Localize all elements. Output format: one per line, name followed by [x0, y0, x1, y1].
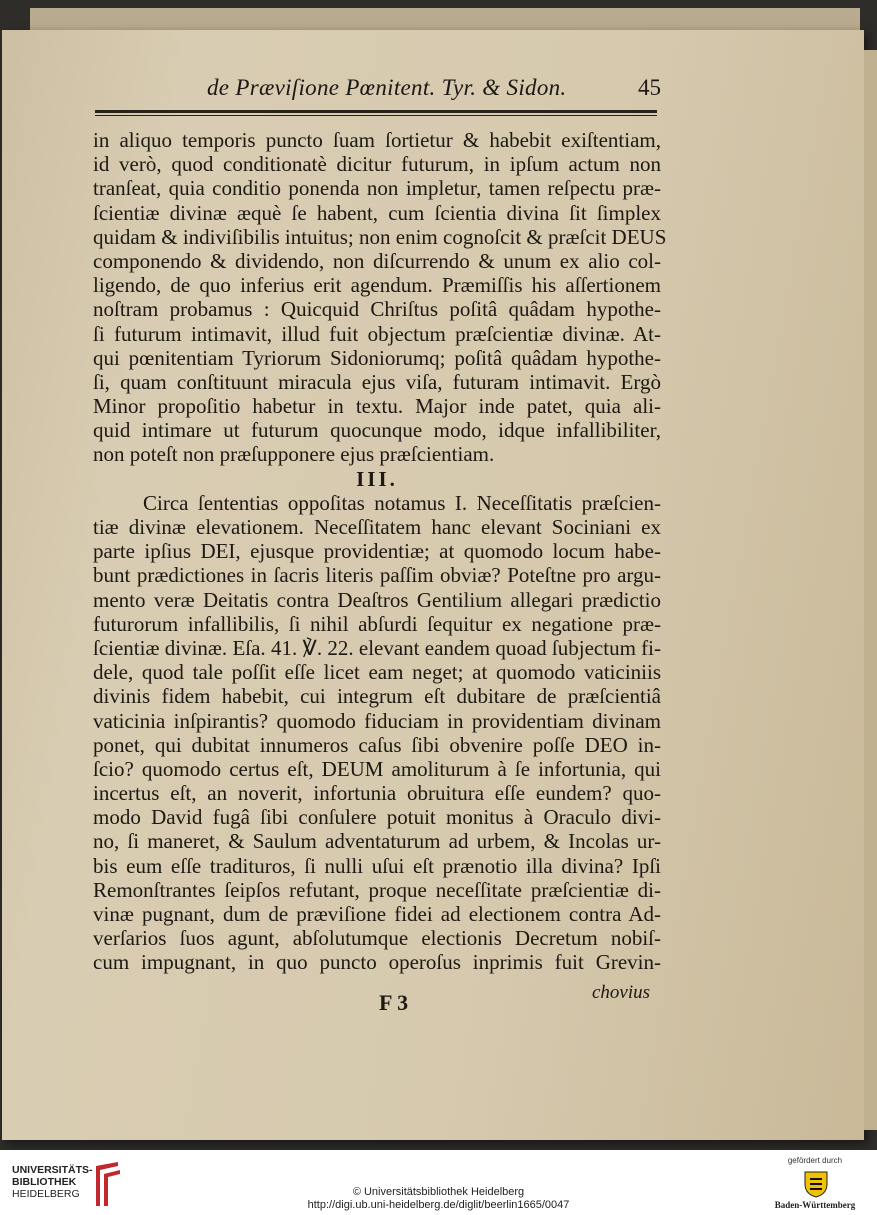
logo-line: HEIDELBERG — [12, 1188, 80, 1200]
book-page — [2, 30, 864, 1140]
text-line: tiæ divinæ elevationem. Neceſſitatem hanc elevant Sociniani ex — [93, 515, 661, 539]
signature-mark: F 3 — [379, 990, 409, 1015]
text-line: incertus eſt, an noverit, infortunia obruitura eſſe eundem? quo- — [93, 781, 661, 806]
text-line: ſcientiæ divinæ. Eſa. 41. ℣. 22. elevant eandem quoad ſubjectum fi- — [93, 635, 661, 660]
text-line: futurorum infallibilis, ſi nihil abſurdi ſequitur ex negatione præ- — [93, 611, 661, 636]
text-line: componendo & dividendo, non diſcurrendo & unum ex alio col- — [93, 248, 661, 273]
text-line: vinæ pugnant, dum de præviſione fidei ad electionem contra Ad- — [93, 902, 661, 926]
logo-line: UNIVERSITÄTS- — [12, 1164, 93, 1176]
running-title: de Præviſione Pœnitent. Tyr. & Sidon. — [207, 75, 567, 100]
text-line: parte ipſius DEI, ejusque providentiæ; at quomodo locum habe- — [93, 539, 661, 564]
text-line: verſarios ſuos agunt, abſolutumque electionis Decretum nobiſ- — [93, 926, 661, 951]
text-line: mento veræ Deitatis contra Deaſtros Gentilium allegari prædictio — [93, 587, 661, 612]
credit-bar — [0, 1150, 877, 1215]
running-header — [2, 75, 864, 105]
text-line: Minor propoſitio habetur in textu. Major inde patet, quia ali- — [93, 394, 661, 419]
text-line: dele, quod tale poſſit eſſe licet eam neget; at quomodo vaticiniis — [93, 660, 661, 685]
text-line: Circa ſententias oppoſitas notamus I. Neceſſitatis præſcien- — [143, 490, 661, 515]
text-line: ſi futurum intimavit, illud fuit objectum præſcientiæ divinæ. At- — [93, 321, 661, 346]
section-heading: III. — [356, 466, 398, 491]
previous-page-edge — [30, 8, 860, 30]
coat-of-arms-icon — [803, 1170, 829, 1198]
text-line: ſcientiæ divinæ æquè ſe habent, cum ſcientia divina ſit ſimplex — [93, 200, 661, 225]
sponsor-label: gefördert durch — [787, 1156, 843, 1165]
text-line: Remonſtrantes ſeipſos refutant, proque neceſſitate præſcientiæ di- — [93, 877, 661, 902]
text-line: in aliquo temporis puncto ſuam ſortietur & habebit exiſtentiam, — [93, 128, 661, 152]
text-line: qui pœnitentiam Tyriorum Sidoniorumq; poſitâ quâdam hypothe- — [93, 345, 661, 370]
text-line: ſi, quam conſtituunt miracula ejus viſa, futuram intimavit. Ergò — [93, 369, 661, 394]
permalink[interactable]: http://digi.ub.uni-heidelberg.de/diglit/beerlin1665/0047 — [307, 1199, 570, 1211]
text-line: no, ſi maneret, & Saulum adventaturum ad urbem, & Incolas ur- — [93, 829, 661, 854]
text-line: modo David fugâ ſibi conſulere potuit monitus à Oraculo divi- — [93, 805, 661, 830]
catchword: chovius — [592, 982, 651, 1003]
text-line: vaticinia inſpirantis? quomodo fiduciam in providentiam divinam — [93, 708, 661, 733]
text-line: quid intimare ut futurum quocunque modo, idque infallibiliter, — [93, 418, 661, 443]
text-line: bunt prædictiones in ſacris literis paſſim obviæ? Poteſtne pro argu- — [93, 563, 661, 588]
text-line: quidam & indiviſibilis intuitus; non enim cognoſcit & præſcit DEUS — [93, 224, 667, 249]
header-rule-thin — [95, 115, 657, 116]
text-line: ſcio? quomodo certus eſt, DEUM amoliturum à ſe infortunia, qui — [93, 756, 661, 781]
text-line: ponet, qui dubitat innumeros caſus ſibi obvenire poſſe DEO in- — [93, 732, 661, 757]
text-line: noſtram probamus : Quicquid Chriſtus poſitâ quâdam hypothe- — [93, 297, 661, 322]
sponsor-name: Baden-Württemberg — [774, 1200, 856, 1210]
text-line: bis eum eſſe tradituros, ſi nulli uſui eſt prænotio illa divina? Ipſi — [93, 853, 661, 878]
body-text — [93, 128, 667, 975]
page-number: 45 — [638, 75, 661, 100]
text-line: non poteſt non præſupponere ejus præſcientiam. — [93, 442, 495, 467]
page-edge — [864, 50, 877, 1130]
text-line: divinis fidem habebit, cui integrum eſt dubitare de præſcientiâ — [93, 684, 661, 709]
text-line: ligendo, de quo inferius erit agendum. Præmiſſis his aſſertionem — [93, 273, 661, 298]
copyright-text: © Universitätsbibliothek Heidelberg — [352, 1186, 525, 1198]
header-rule — [95, 110, 657, 113]
text-line: id verò, quod conditionatè dicitur futurum, in ipſum actum non — [93, 152, 661, 177]
page-footer — [2, 982, 864, 1020]
text-line: tranſeat, quia conditio ponenda non impletur, tamen reſpectu præ- — [93, 176, 661, 201]
logo-line: BIBLIOTHEK — [12, 1176, 77, 1188]
text-line: cum impugnant, in quo puncto operoſus inprimis fuit Grevin- — [93, 950, 661, 975]
